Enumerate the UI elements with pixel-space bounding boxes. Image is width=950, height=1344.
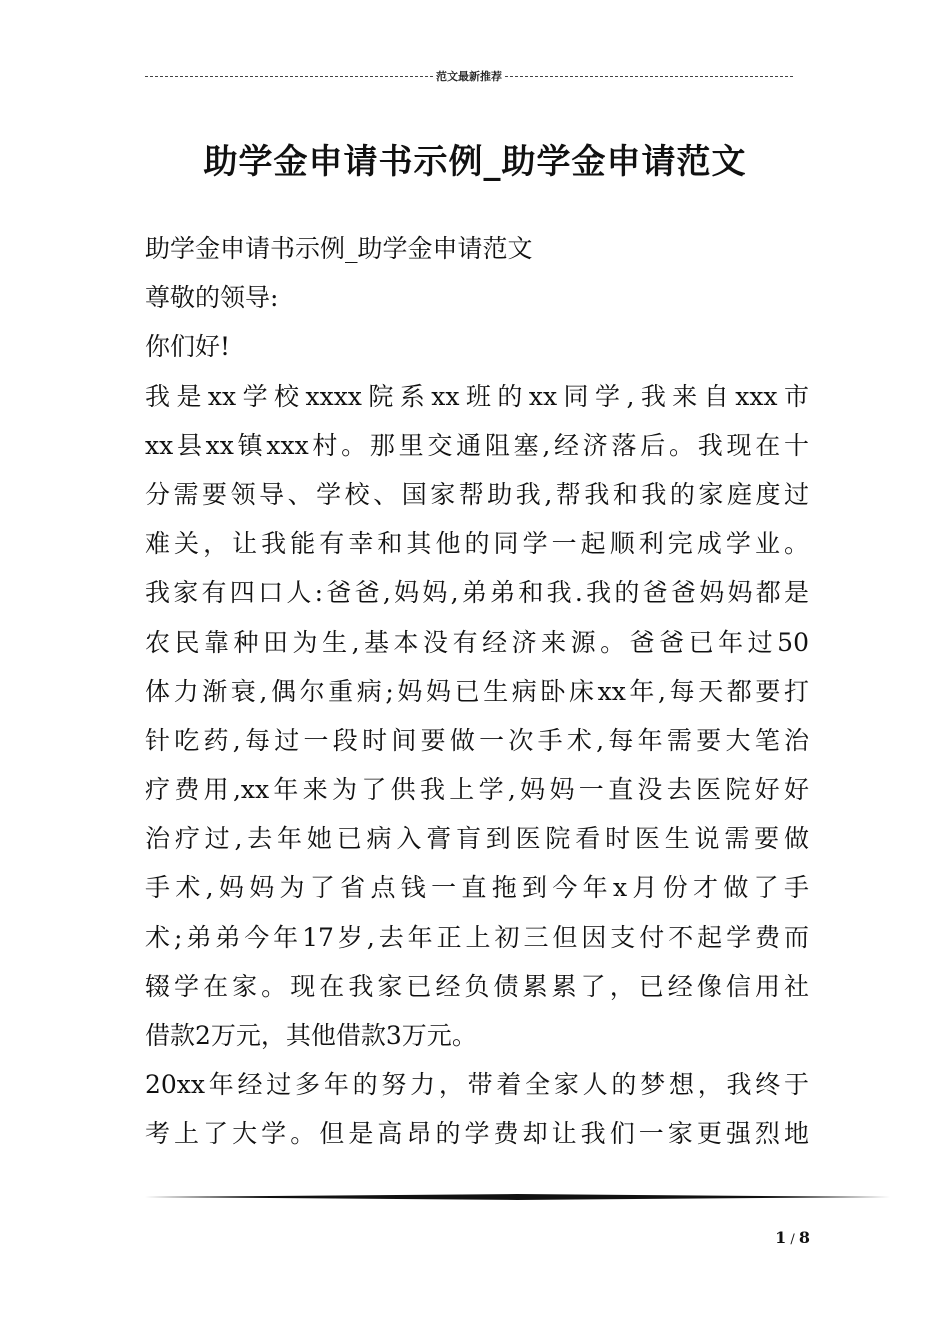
body-line: 针吃药,每过一段时间要做一次手术,每年需要大笔治 bbox=[145, 725, 809, 755]
page-total: 8 bbox=[798, 1228, 810, 1247]
body-line: 分需要领导、学校、国家帮助我,帮我和我的家庭度过 bbox=[145, 479, 809, 509]
body-line: 难关，让我能有幸和其他的同学一起顺利完成学业。 bbox=[145, 529, 809, 559]
body-line: 术;弟弟今年17岁,去年正上初三但因支付不起学费而 bbox=[145, 922, 809, 952]
page-separator: / bbox=[786, 1232, 799, 1247]
footer-rule bbox=[145, 1194, 890, 1200]
body-line: xx县xx镇xxx村。那里交通阻塞,经济落后。我现在十 bbox=[145, 430, 809, 460]
body-line: 借款2万元，其他借款3万元。 bbox=[145, 1021, 477, 1050]
header-dash-right bbox=[505, 76, 793, 77]
header-dash-left bbox=[145, 76, 433, 77]
body-line: 农民靠种田为生,基本没有经济来源。爸爸已年过50 bbox=[145, 627, 809, 657]
body-line: 考上了大学。但是高昂的学费却让我们一家更强烈地 bbox=[145, 1119, 809, 1149]
document-title: 助学金申请书示例_助学金申请范文 bbox=[203, 142, 747, 182]
body-line: 体力渐衰,偶尔重病;妈妈已生病卧床xx年,每天都要打 bbox=[145, 676, 809, 706]
body-line: 你们好! bbox=[145, 332, 231, 362]
body-line: 我是xx学校xxxx院系xx班的xx同学,我来自xxx市 bbox=[145, 381, 809, 411]
body-line: 20xx年经过多年的努力，带着全家人的梦想，我终于 bbox=[145, 1070, 809, 1100]
header-label: 范文最新推荐 bbox=[436, 70, 502, 83]
body-line: 辍学在家。现在我家已经负债累累了，已经像信用社 bbox=[145, 971, 809, 1001]
page-current: 1 bbox=[775, 1228, 787, 1247]
document-body bbox=[145, 224, 809, 1159]
body-line: 治疗过,去年她已病入膏肓到医院看时医生说需要做 bbox=[145, 824, 809, 854]
body-line: 尊敬的领导: bbox=[145, 283, 279, 313]
body-line: 我家有四口人:爸爸,妈妈,弟弟和我.我的爸爸妈妈都是 bbox=[145, 578, 809, 608]
body-line: 手术,妈妈为了省点钱一直拖到今年x月份才做了手 bbox=[145, 873, 809, 903]
page-number bbox=[740, 1228, 810, 1247]
body-line: 疗费用,xx年来为了供我上学,妈妈一直没去医院好好 bbox=[145, 775, 809, 805]
body-line: 助学金申请书示例_助学金申请范文 bbox=[145, 234, 533, 263]
page-header bbox=[145, 66, 793, 86]
